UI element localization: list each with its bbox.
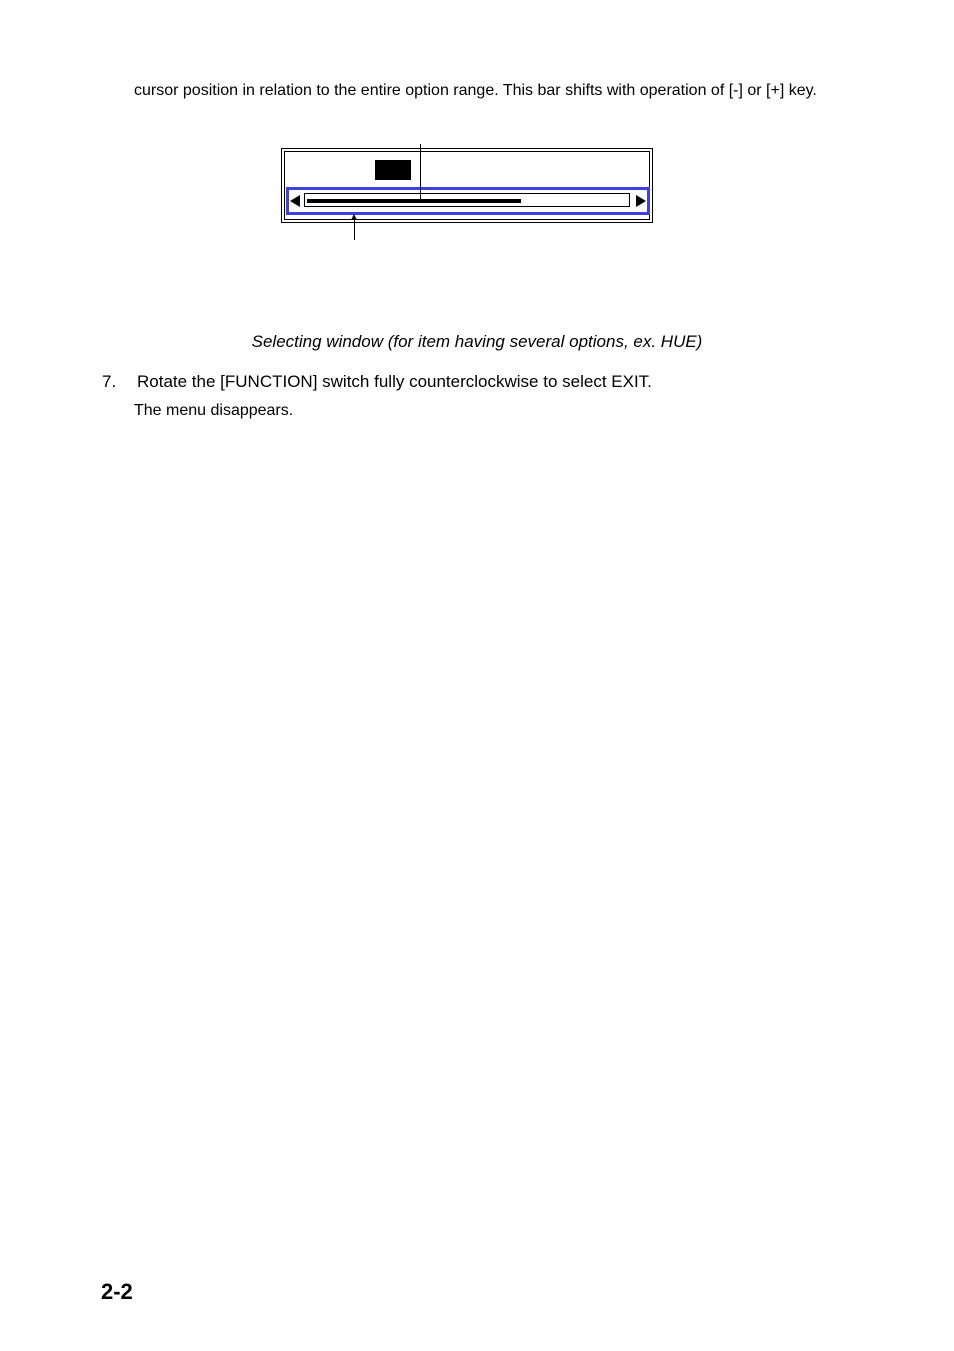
step-number: 7. [102,372,117,391]
triangle-left-icon[interactable] [290,195,300,207]
leader-line-top [420,144,421,201]
leader-line-bottom [354,218,355,240]
page-number: 2-2 [101,1279,133,1304]
slider-track [304,193,630,207]
selecting-window-figure [281,148,653,223]
triangle-right-icon[interactable] [636,195,646,207]
intro-paragraph: cursor position in relation to the entire option range. This bar shifts with operation of [-] or [+] key. [134,82,817,99]
step-instruction: Rotate the [FUNCTION] switch fully counterclockwise to select EXIT. [137,372,652,391]
slider-position-bar [307,199,521,203]
option-slider[interactable] [286,187,650,215]
figure-caption: Selecting window (for item having several options, ex. HUE) [251,332,703,351]
step-result: The menu disappears. [134,402,294,419]
highlighted-value-block [375,160,411,180]
